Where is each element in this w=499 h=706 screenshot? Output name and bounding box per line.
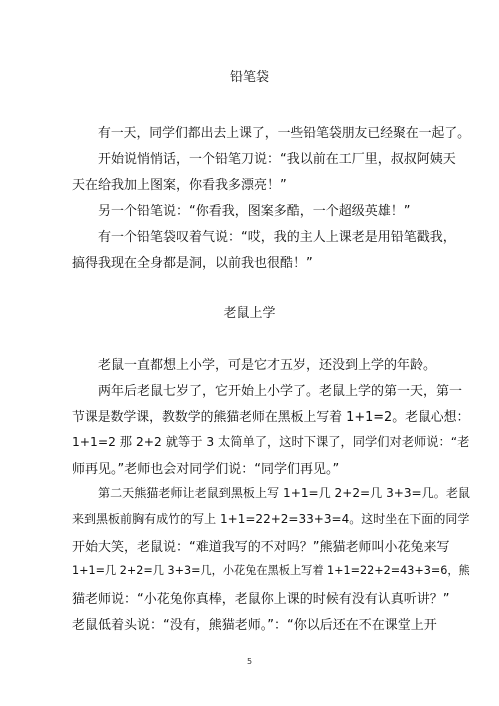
- paragraph-line: 老鼠低着头说：“没有，熊猫老师。”：“你以后还在不在课堂上开: [72, 618, 437, 633]
- paragraph-line: 另一个铅笔说：“你看我，图案多酷，一个超级英雄！”: [98, 204, 411, 219]
- paragraph-line: 猫老师说：“小花兔你真棒，老鼠你上课的时候有没有认真听讲？”: [72, 592, 450, 607]
- paragraph-line: 有一天，同学们都出去上课了，一些铅笔袋朋友已经聚在一起了。: [98, 126, 471, 141]
- paragraph-line: 搞得我现在全身都是洞，以前我也很酷！”: [72, 256, 313, 271]
- paragraph-line: 有一个铅笔袋叹着气说：“哎，我的主人上课老是用铅笔戳我，: [98, 230, 456, 245]
- paragraph-line: 师再见。”老师也会对同学们说：“同学们再见。”: [72, 462, 340, 477]
- story-title: 铅笔袋: [229, 70, 269, 85]
- paragraph-line: 节课是数学课，教数学的熊猫老师在黑板上写着 1+1=2。老鼠心想：: [72, 410, 470, 425]
- page-number: 5: [246, 657, 253, 666]
- paragraph-line: 开始大笑，老鼠说：“难道我写的不对吗？”熊猫老师叫小花兔来写: [72, 540, 450, 555]
- story-title: 老鼠上学: [223, 306, 276, 321]
- paragraph-line: 第二天熊猫老师让老鼠到黑板上写 1+1=几 2+2=几 3+3=几。老鼠: [98, 486, 470, 500]
- paragraph-line: 老鼠一直都想上小学，可是它才五岁，还没到上学的年龄。: [98, 358, 437, 373]
- paragraph-line: 开始说悄悄话，一个铅笔刀说：“我以前在工厂里，叔叔阿姨天: [98, 152, 456, 167]
- paragraph-line: 1+1=几 2+2=几 3+3=几，小花兔在黑板上写着 1+1=22+2=43+3=6，熊: [72, 564, 470, 577]
- paragraph-line: 两年后老鼠七岁了，它开始上小学了。老鼠上学的第一天，第一: [98, 384, 463, 399]
- paragraph-line: 1+1=2 那 2+2 就等于 3 太简单了，这时下课了，同学们对老师说：“老: [72, 435, 470, 449]
- paragraph-line: 来到黑板前胸有成竹的写上 1+1=22+2=33+3=4。这时坐在下面的同学: [72, 512, 470, 526]
- paragraph-line: 天在给我加上图案，你看我多漂亮！”: [72, 178, 287, 193]
